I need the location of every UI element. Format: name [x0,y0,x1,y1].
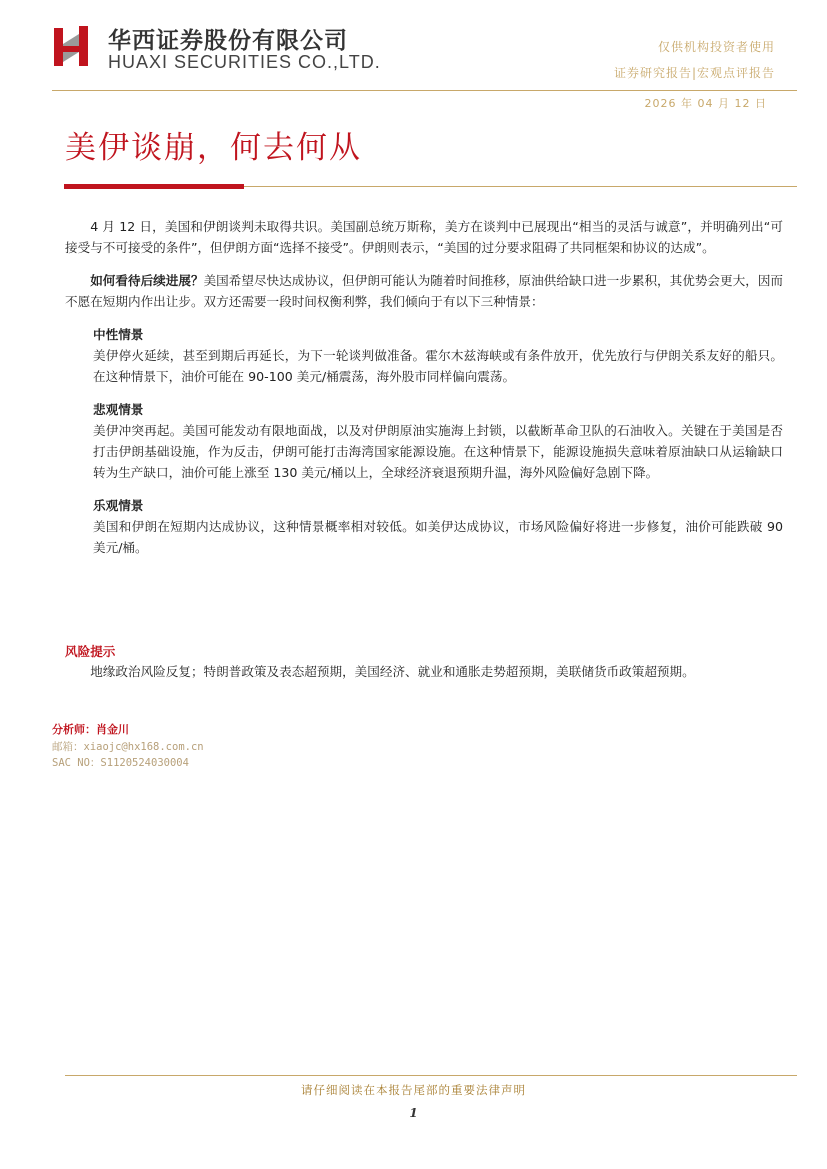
risk-title: 风险提示 [65,644,116,659]
report-date: 2026 年 04 月 12 日 [644,97,767,110]
analyst-name: 分析师：肖金川 [52,723,129,736]
legal-notice: 请仔细阅读在本报告尾部的重要法律声明 [301,1083,526,1097]
usage-note: 仅供机构投资者使用 [657,40,775,54]
report-body [65,216,783,558]
title-underline-gold [244,186,797,187]
scenario-neutral-title: 中性情景 [93,327,144,342]
paragraph-2-lead: 如何看待后续进展？ [90,273,204,288]
paragraph-2 [65,270,783,312]
huaxi-logo-icon [52,24,96,68]
page-title: 美伊谈崩，何去何从 [65,130,362,166]
analyst-email[interactable]: 邮箱：xiaojc@hx168.com.cn [52,741,204,753]
header-divider [52,90,797,91]
scenario-pessimistic-title: 悲观情景 [93,402,144,417]
risk-text: 地缘政治风险反复；特朗普政策及表态超预期，美国经济、就业和通胀走势超预期，美联储货币政策超预期。 [90,664,695,679]
page-number: 1 [409,1106,418,1120]
title-underline-red [64,184,244,189]
analyst-sac-number: SAC NO：S1120524030004 [52,757,189,769]
scenario-pessimistic-text: 美伊冲突再起。美国可能发动有限地面战，以及对伊朗原油实施海上封锁，以截断革命卫队的石油收入。关键在于美国是否打击伊朗基础设施，作为反击，伊朗可能打击海湾国家能源设施。在这种情景下，能源设施损失意味着原油缺口从运输缺口转为生产缺口，油价可能上涨至 130 美元/桶以上，全球经济衰退预期升温，海外风险偏好急剧下降。 [93,423,783,480]
paragraph-1: 4 月 12 日，美国和伊朗谈判未取得共识。美国副总统万斯称，美方在谈判中已展现出“相当的灵活与诚意”，并明确列出“可接受与不可接受的条件”，但伊朗方面“选择不接受”。伊朗则表示，“美国的过分要求阻碍了共同框架和协议的达成”。 [65,219,783,255]
paragraph-2-text: 美国希望尽快达成协议，但伊朗可能认为随着时间推移，原油供给缺口进一步累积，其优势会更大，因而不愿在短期内作出让步。双方还需要一段时间权衡利弊，我们倾向于有以下三种情景： [65,273,784,309]
report-type: 证券研究报告|宏观点评报告 [613,66,775,80]
company-name-en: HUAXI SECURITIES CO.,LTD. [108,52,381,72]
company-name-cn: 华西证券股份有限公司 [108,28,348,54]
scenario-neutral-text: 美伊停火延续，甚至到期后再延长，为下一轮谈判做准备。霍尔木兹海峡或有条件放开，优先放行与伊朗关系友好的船只。在这种情景下，油价可能在 90-100 美元/桶震荡，海外股市同样偏向震荡。 [93,348,783,384]
scenario-optimistic-text: 美国和伊朗在短期内达成协议，这种情景概率相对较低。如美伊达成协议，市场风险偏好将进一步修复，油价可能跌破 90 美元/桶。 [93,519,783,555]
footer-divider [65,1075,797,1076]
scenario-optimistic-title: 乐观情景 [93,498,144,513]
